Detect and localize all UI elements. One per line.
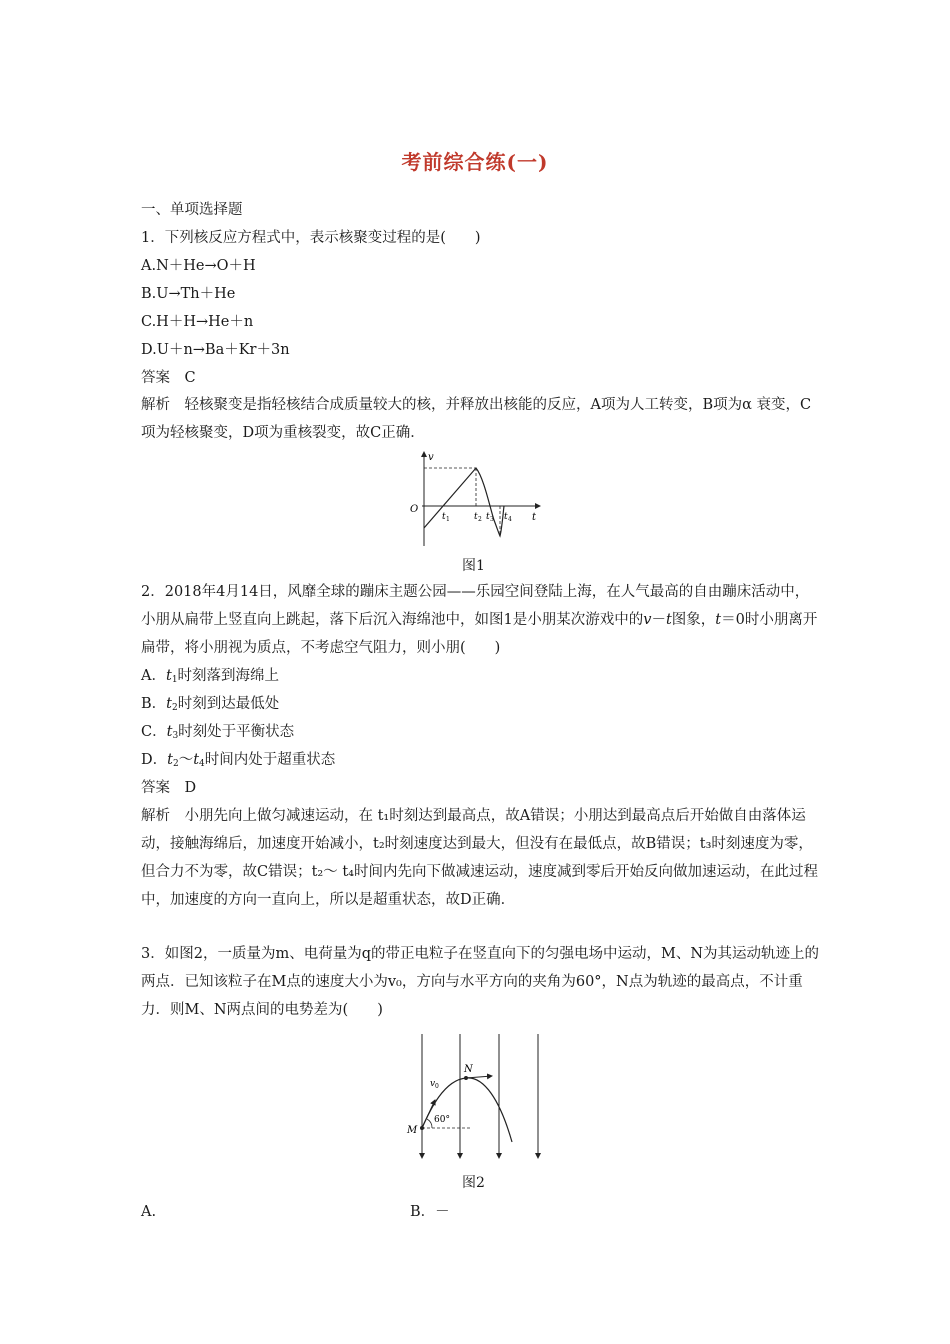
fig2-label-angle: 60° xyxy=(434,1115,450,1125)
q1-stem: 1．下列核反应方程式中，表示核聚变过程的是( ) xyxy=(141,230,481,246)
q1-option-c: C.H＋H→He＋n xyxy=(141,314,254,330)
fig2-velocity-n-arrow xyxy=(466,1076,492,1078)
fig1-label-t4-sub: 4 xyxy=(508,516,512,523)
fig1-label-t2-sub: 2 xyxy=(478,516,482,523)
fig2-angle-arc xyxy=(427,1119,432,1128)
fig2-label-v0-sub: 0 xyxy=(435,1083,439,1090)
figure-2-caption: 图2 xyxy=(462,1175,485,1191)
fig1-label-v: v xyxy=(428,452,434,463)
fig1-label-t: t xyxy=(532,512,537,523)
fig1-label-t2: t xyxy=(474,512,478,522)
fig2-point-n xyxy=(464,1076,468,1080)
fig1-label-o: O xyxy=(410,504,419,515)
q1-option-a: A.N＋He→O＋H xyxy=(141,258,256,274)
fig1-label-t3-sub: 3 xyxy=(490,516,494,523)
section-heading: 一、单项选择题 xyxy=(141,202,243,218)
figure-1-vt-graph xyxy=(404,448,554,548)
q2-stem: 2．2018年4月14日，风靡全球的蹦床主题公园——乐园空间登陆上海，在人气最高的自由蹦床活动中，小朋从扁带上竖直向上跳起，落下后沉入海绵池中，如图1是小朋某次游戏中的v－t图象，t＝0时小朋离开扁带，将小朋视为质点，不考虑空气阻力，则小朋( ) xyxy=(141,584,818,656)
q1-answer: 答案 C xyxy=(141,370,196,386)
fig1-velocity-curve xyxy=(424,468,504,536)
fig2-point-m xyxy=(420,1126,424,1130)
figure-1-caption: 图1 xyxy=(462,558,485,574)
q2-analysis: 解析 小朋先向上做匀减速运动，在 t₁时刻达到最高点，故A错误；小朋达到最高点后开始做自由落体运动，接触海绵后，加速度开始减小，t₂时刻速度达到最大，但没有在最低点，故B错误；t₃时刻速度为零，但合力不为零，故C错误；t₂～ t₄时间内先向下做减速运动，速度减到零后开始反向做加速运动，在此过程中，加速度的方向一直向上，所以是超重状态，故D正确． xyxy=(141,808,818,908)
q3-option-b: B．－ xyxy=(410,1204,450,1220)
fig2-label-v0: v xyxy=(430,1079,436,1089)
q1-analysis: 解析 轻核聚变是指轻核结合成质量较大的核，并释放出核能的反应，A项为人工转变，B项为α 衰变，C项为轻核聚变，D项为重核裂变，故C正确． xyxy=(141,397,812,441)
q2-option-a: A．$t_1$时刻落到海绵上 xyxy=(141,668,280,685)
q2-option-c: C．$t_3$时刻处于平衡状态 xyxy=(141,724,295,741)
q2-answer: 答案 D xyxy=(141,780,197,796)
fig2-label-n: N xyxy=(464,1064,473,1075)
q1-option-b: B.U→Th＋He xyxy=(141,286,236,302)
q1-option-d: D.U＋n→Ba＋Kr＋3n xyxy=(141,342,290,358)
fig1-label-t4: t xyxy=(504,512,508,522)
figure-2-electric-field xyxy=(400,1030,550,1165)
page-title: 考前综合练(一) xyxy=(401,150,549,174)
fig1-label-t1-sub: 1 xyxy=(446,516,450,523)
q2-option-b: B．$t_2$时刻到达最低处 xyxy=(141,696,280,713)
q3-stem: 3．如图2，一质量为m、电荷量为q的带正电粒子在竖直向下的匀强电场中运动，M、N为其运动轨迹上的两点．已知该粒子在M点的速度大小为v₀，方向与水平方向的夹角为60°，N点为轨迹的最高点，不计重力．则M、N两点间的电势差为( ) xyxy=(141,946,820,1018)
fig1-label-t3: t xyxy=(486,512,490,522)
q2-option-d: D．$t_2\sim t_4$时间内处于超重状态 xyxy=(141,752,336,769)
fig1-label-t1: t xyxy=(442,512,446,522)
q3-option-a: A. xyxy=(141,1204,157,1220)
fig2-label-m: M xyxy=(407,1125,418,1136)
